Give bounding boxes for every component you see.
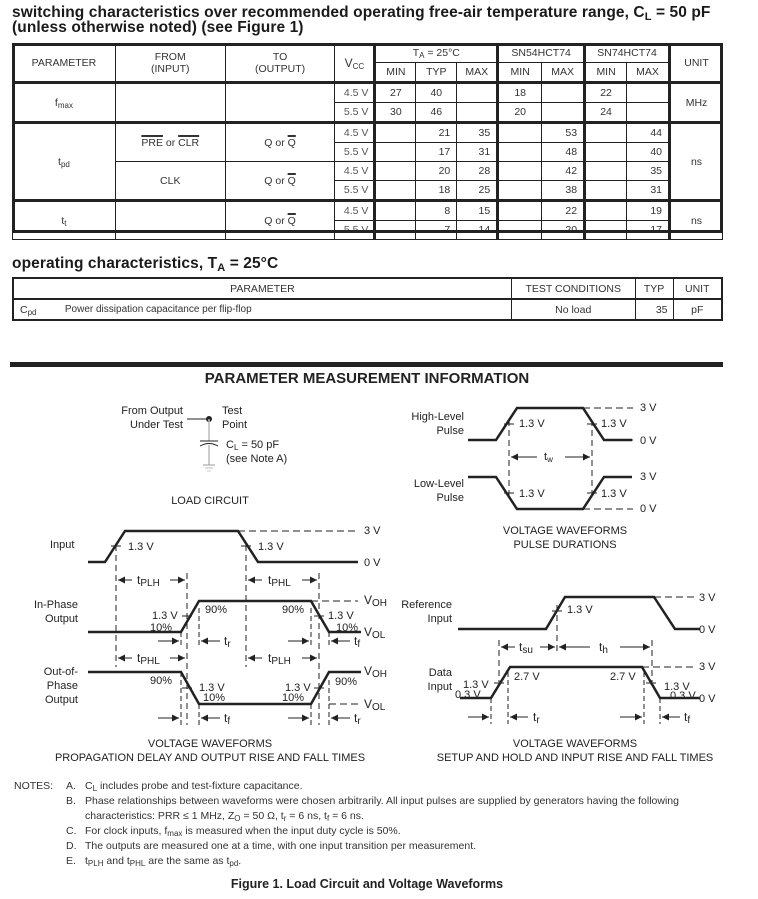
ta-min: 27 [375, 83, 416, 103]
note-b-t4: = 6 ns, t [286, 810, 327, 822]
tr-label [224, 634, 231, 648]
ta-max: 35 [457, 123, 498, 143]
header-to-l1: TO [272, 50, 288, 63]
vcc-cell: 4.5 V [335, 201, 375, 221]
header-ta-sub: A [419, 51, 425, 60]
tr-label [533, 710, 540, 724]
tf-label [684, 710, 690, 724]
setup-caption-1: VOLTAGE WAVEFORMS [512, 738, 638, 750]
test-text: Test [222, 405, 243, 417]
tplh-label [268, 651, 291, 665]
setup-27v: 2.7 V [514, 671, 540, 683]
switching-title-line2: (unless otherwise noted) (see Figure 1) [12, 19, 304, 36]
tw-sub: w [547, 455, 553, 464]
low-level-pulse-label [396, 477, 464, 505]
setup-3v: 3 V [699, 592, 716, 604]
prop-90: 90% [150, 675, 173, 687]
note-c-post: is measured when the input duty cycle is 50%. [182, 825, 401, 837]
operating-title-tail: = 25°C [225, 255, 279, 272]
op-header-unit: UNIT [673, 278, 722, 299]
low-level-text: Low-Level [413, 478, 464, 490]
prop-13v: 1.3 V [328, 610, 354, 622]
input-text: Input [427, 681, 452, 693]
prop-0v: 0 V [364, 557, 381, 569]
pulse-caption-2: PULSE DURATIONS [513, 539, 617, 551]
note-a-post: includes probe and test-fixture capacitance. [97, 780, 303, 792]
to-qbar: $\overline{Q}$ [287, 174, 296, 187]
unit-ns: ns [670, 201, 723, 240]
ta-typ: 8 [416, 201, 457, 221]
op-header-test-conditions: TEST CONDITIONS [511, 278, 635, 299]
voh-v: V [364, 664, 373, 678]
th-label [599, 640, 608, 654]
s74-min: 24 [585, 103, 627, 123]
note-b-t2: characteristics: PRR ≤ 1 MHz, Z [85, 810, 235, 822]
op-conditions: No load [511, 299, 635, 320]
output-text: Output [44, 613, 78, 625]
tf-t: t [354, 634, 358, 648]
header-vcc-v: V [344, 55, 353, 70]
ta-max: 15 [457, 201, 498, 221]
note-e-sb: PHL [129, 859, 146, 868]
load-circuit-caption: LOAD CIRCUIT [171, 495, 249, 507]
prop-3v: 3 V [364, 525, 381, 537]
header-vcc-sub: CC [352, 61, 365, 71]
tplh-sub: PLH [140, 578, 160, 589]
prop-13v: 1.3 V [199, 682, 225, 694]
note-e-sa: PLH [87, 859, 104, 868]
note-b-text2 [85, 809, 364, 824]
note-e-a: t [85, 855, 88, 867]
note-b-s3: r [283, 814, 287, 823]
output-text: Output [44, 694, 78, 706]
op-unit: pF [673, 299, 722, 320]
prop-caption-2: PROPAGATION DELAY AND OUTPUT RISE AND FALL TIMES [54, 752, 366, 764]
ta-typ: 17 [416, 143, 457, 162]
pmi-title: PARAMETER MEASUREMENT INFORMATION [204, 370, 530, 387]
pulse-13v: 1.3 V [519, 488, 545, 500]
vcc-cell: 4.5 V [335, 123, 375, 143]
unit-mhz: MHz [670, 83, 723, 123]
tplh-t: t [137, 573, 141, 587]
header-ta-t: T [412, 47, 420, 59]
header-unit: UNIT [670, 44, 723, 83]
setup-13v: 1.3 V [463, 679, 489, 691]
note-d [14, 839, 679, 854]
s74-max: 44 [627, 123, 670, 143]
tw-label [544, 450, 553, 464]
note-d-text: The outputs are measured one at a time, with one input transition per measurement. [85, 840, 477, 852]
in-phase-text: In-Phase [33, 599, 78, 611]
header-min: MIN [498, 63, 542, 83]
prop-13v: 1.3 V [152, 610, 178, 622]
note-a-pre: C [85, 780, 93, 792]
setup-3v: 3 V [699, 661, 716, 673]
s74-max: 19 [627, 201, 670, 221]
header-sn74: SN74HCT74 [585, 44, 670, 63]
prop-10: 10% [282, 692, 305, 704]
operating-title-text: operating characteristics, T [12, 255, 218, 272]
vol-sub: OL [372, 702, 386, 713]
param-fmax-sub: max [57, 100, 73, 110]
switching-title-sub: L [644, 11, 652, 23]
s74-max: 35 [627, 162, 670, 181]
tf-sub: f [227, 716, 231, 727]
setup-13v: 1.3 V [567, 604, 593, 616]
prop-caption-1: VOLTAGE WAVEFORMS [147, 738, 273, 750]
ta-max: 28 [457, 162, 498, 181]
to-q-text: Q or [264, 214, 288, 227]
tr-label [354, 711, 361, 725]
note-text [85, 824, 401, 839]
pulse-caption [460, 524, 670, 552]
prop-10: 10% [203, 692, 226, 704]
header-max: MAX [542, 63, 585, 83]
s54-max: 38 [542, 181, 585, 201]
high-level-text: High-Level [411, 411, 464, 423]
voh-v: V [364, 593, 373, 607]
param-tt-sub: t [64, 218, 67, 228]
cl-note: (see Note A) [226, 453, 288, 465]
note-text [85, 854, 241, 869]
out-of-text: Out-of- [43, 666, 78, 678]
note-c [14, 824, 679, 839]
data-text: Data [428, 667, 452, 679]
setup-caption-2: SETUP AND HOLD AND INPUT RISE AND FALL TIMES [436, 752, 714, 764]
note-e-d: . [238, 855, 242, 867]
tplh-label [137, 573, 160, 587]
ta-typ: 40 [416, 83, 457, 103]
load-circuit [187, 416, 218, 471]
from-or: or [162, 136, 179, 149]
note-text [85, 779, 303, 794]
header-min: MIN [585, 63, 627, 83]
prop-caption [30, 737, 390, 765]
tr-sub: r [227, 639, 231, 650]
header-typ: TYP [416, 63, 457, 83]
tf-t: t [224, 711, 228, 725]
tr-sub: r [536, 715, 540, 726]
tphl-sub: PHL [140, 656, 160, 667]
pulse-text: Pulse [436, 425, 464, 437]
reference-input-label [392, 598, 452, 626]
th-sub: h [602, 645, 608, 656]
note-letter: D. [66, 840, 77, 852]
header-from-l2: (INPUT) [151, 62, 190, 75]
tphl-t: t [137, 651, 141, 665]
note-letter: B. [66, 795, 76, 807]
ta-typ: 21 [416, 123, 457, 143]
cl-c: C [226, 439, 234, 451]
s54-max: 53 [542, 123, 585, 143]
prop-13v: 1.3 V [258, 541, 284, 553]
reference-text: Reference [401, 599, 452, 611]
s54-min: 20 [498, 103, 542, 123]
pulse-text: Pulse [436, 492, 464, 504]
pulse-3v: 3 V [640, 471, 657, 483]
input-text: Input [427, 613, 452, 625]
to-qbar: $\overline{Q}$ [287, 136, 296, 149]
s74-max: 31 [627, 181, 670, 201]
tphl-t: t [268, 573, 272, 587]
s74-min: 22 [585, 83, 627, 103]
note-letter: C. [66, 825, 77, 837]
note-b-text: Phase relationships between waveforms were chosen arbitrarily. All input pulses are supplied by generators having the following [85, 795, 679, 807]
prop-10: 10% [150, 622, 173, 634]
ta-typ: 46 [416, 103, 457, 123]
vol-v: V [364, 697, 373, 711]
tsu-label [519, 640, 533, 654]
s54-max: 42 [542, 162, 585, 181]
prop-13v: 1.3 V [285, 682, 311, 694]
setup-03v: 0.3 V [670, 690, 696, 702]
input-label: Input [50, 539, 75, 551]
switching-title-tail: = 50 pF [651, 4, 711, 21]
from-clk: CLK [115, 162, 225, 201]
tr-t: t [354, 711, 358, 725]
op-header-parameter: PARAMETER [13, 278, 511, 299]
note-e [14, 854, 679, 869]
s54-min: 18 [498, 83, 542, 103]
op-header-typ: TYP [635, 278, 673, 299]
note-b-t5: = 6 ns. [329, 810, 364, 822]
vcc-cell: 5.5 V [335, 143, 375, 162]
figure-caption: Figure 1. Load Circuit and Voltage Waveforms [230, 877, 504, 891]
note-letter: E. [66, 855, 76, 867]
param-tpd-t: t [58, 155, 61, 168]
setup-27v: 2.7 V [610, 671, 636, 683]
setup-0v: 0 V [699, 693, 716, 705]
notes [14, 779, 679, 869]
note-c-pre: For clock inputs, f [85, 825, 168, 837]
tf-label [224, 711, 230, 725]
th-t: t [599, 640, 603, 654]
ta-typ: 20 [416, 162, 457, 181]
tr-t: t [533, 710, 537, 724]
vcc-cell: 5.5 V [335, 181, 375, 201]
note-letter: A. [66, 780, 76, 792]
op-symbol-c: C [20, 303, 28, 316]
under-test-text: Under Test [130, 419, 183, 431]
notes-label: NOTES: [14, 780, 54, 792]
tphl-label [268, 573, 291, 587]
prop-90: 90% [335, 676, 358, 688]
tr-t: t [224, 634, 228, 648]
cl-label [226, 438, 287, 466]
switching-title-text: switching characteristics over recommended operating free-air temperature range, C [12, 4, 645, 21]
point-text: Point [222, 419, 248, 431]
setup-0v: 0 V [699, 624, 716, 636]
tsu-t: t [519, 640, 523, 654]
header-to-l2: (OUTPUT) [254, 62, 306, 75]
tphl-sub: PHL [271, 578, 291, 589]
test-point-label [222, 404, 247, 432]
param-tt-t: t [61, 214, 65, 227]
pulse-caption-1: VOLTAGE WAVEFORMS [502, 525, 628, 537]
to-qbar: $\overline{Q}$ [287, 214, 296, 227]
tr-sub: r [357, 716, 361, 727]
vol-sub: OL [372, 630, 386, 641]
voh-label [364, 593, 387, 607]
prop-13v: 1.3 V [128, 541, 154, 553]
vol-label [364, 697, 385, 711]
cl-tail: = 50 pF [238, 439, 280, 451]
tplh-sub: PLH [271, 656, 291, 667]
prop-90: 90% [205, 604, 228, 616]
header-max: MAX [627, 63, 670, 83]
header-max: MAX [457, 63, 498, 83]
header-sn54: SN54HCT74 [498, 44, 585, 63]
from-output-text: From Output [121, 405, 183, 417]
pulse-0v: 0 V [640, 503, 657, 515]
ta-max: 25 [457, 181, 498, 201]
header-min: MIN [375, 63, 416, 83]
from-clr: $\overline{CLR}$ [178, 136, 200, 149]
ta-min: 30 [375, 103, 416, 123]
voh-label [364, 664, 387, 678]
phase-text: Phase [46, 680, 78, 692]
tphl-label [137, 651, 160, 665]
s54-max: 22 [542, 201, 585, 221]
pulse-13v: 1.3 V [519, 418, 545, 430]
tw-t: t [544, 451, 548, 463]
from-pre: $\overline{PRE}$ [141, 136, 163, 149]
op-description: Power dissipation capacitance per flip-flop [65, 299, 511, 320]
in-phase-output-label [30, 598, 78, 626]
note-e-b: and t [103, 855, 130, 867]
ta-max: 14 [457, 221, 498, 240]
unit-ns: ns [670, 123, 723, 201]
pulse-13v: 1.3 V [601, 418, 627, 430]
ta-max: 31 [457, 143, 498, 162]
pulse-0v: 0 V [640, 435, 657, 447]
to-q-text: Q or [264, 136, 288, 149]
header-parameter: PARAMETER [13, 44, 116, 83]
data-input-label [392, 666, 452, 694]
tf-label [354, 634, 360, 648]
header-from-l1: FROM [154, 50, 186, 63]
vcc-cell: 4.5 V [335, 162, 375, 181]
tf-sub: f [687, 715, 691, 726]
to-q-text: Q or [264, 174, 288, 187]
note-e-c: are the same as t [145, 855, 230, 867]
s74-max: 40 [627, 143, 670, 162]
note-a-sub: L [92, 784, 98, 793]
ta-typ: 7 [416, 221, 457, 240]
vcc-cell: 4.5 V [335, 83, 375, 103]
tplh-t: t [268, 651, 272, 665]
param-tpd-sub: pd [60, 159, 70, 169]
s54-max: 20 [542, 221, 585, 240]
setup-03v: 0.3 V [455, 689, 481, 701]
note-b-t3: = 50 Ω, t [240, 810, 284, 822]
pulse-3v: 3 V [640, 402, 657, 414]
op-typ: 35 [635, 299, 673, 320]
operating-title-sub: A [217, 262, 226, 274]
tf-t: t [684, 710, 688, 724]
note-e-sc: pd [229, 859, 239, 868]
s74-max: 17 [627, 221, 670, 240]
tf-sub: f [357, 639, 361, 650]
note-b [14, 794, 679, 809]
s54-max: 48 [542, 143, 585, 162]
pulse-13v: 1.3 V [601, 488, 627, 500]
high-level-pulse-label [396, 410, 464, 438]
prop-10: 10% [336, 622, 359, 634]
note-b-s2: O [234, 814, 241, 823]
note-b-cont [14, 809, 679, 824]
op-symbol-sub: pd [27, 307, 37, 317]
ta-typ: 18 [416, 181, 457, 201]
note-c-sub: max [167, 829, 183, 838]
voh-sub: OH [372, 669, 388, 680]
load-from-output-label [113, 404, 183, 432]
header-ta-tail: = 25°C [424, 47, 460, 59]
setup-13v: 1.3 V [664, 681, 690, 693]
prop-90: 90% [282, 604, 305, 616]
note-a [14, 779, 679, 794]
cl-sub: L [233, 443, 239, 452]
param-fmax-f: f [54, 96, 58, 109]
tsu-sub: su [522, 645, 533, 656]
vol-label [364, 625, 385, 639]
vcc-cell: 5.5 V [335, 103, 375, 123]
out-of-phase-output-label [30, 665, 78, 707]
note-b-s4: f [326, 814, 330, 823]
vcc-cell: 5.5 V [335, 221, 375, 240]
vol-v: V [364, 625, 373, 639]
voh-sub: OH [372, 598, 388, 609]
setup-caption [420, 737, 730, 765]
